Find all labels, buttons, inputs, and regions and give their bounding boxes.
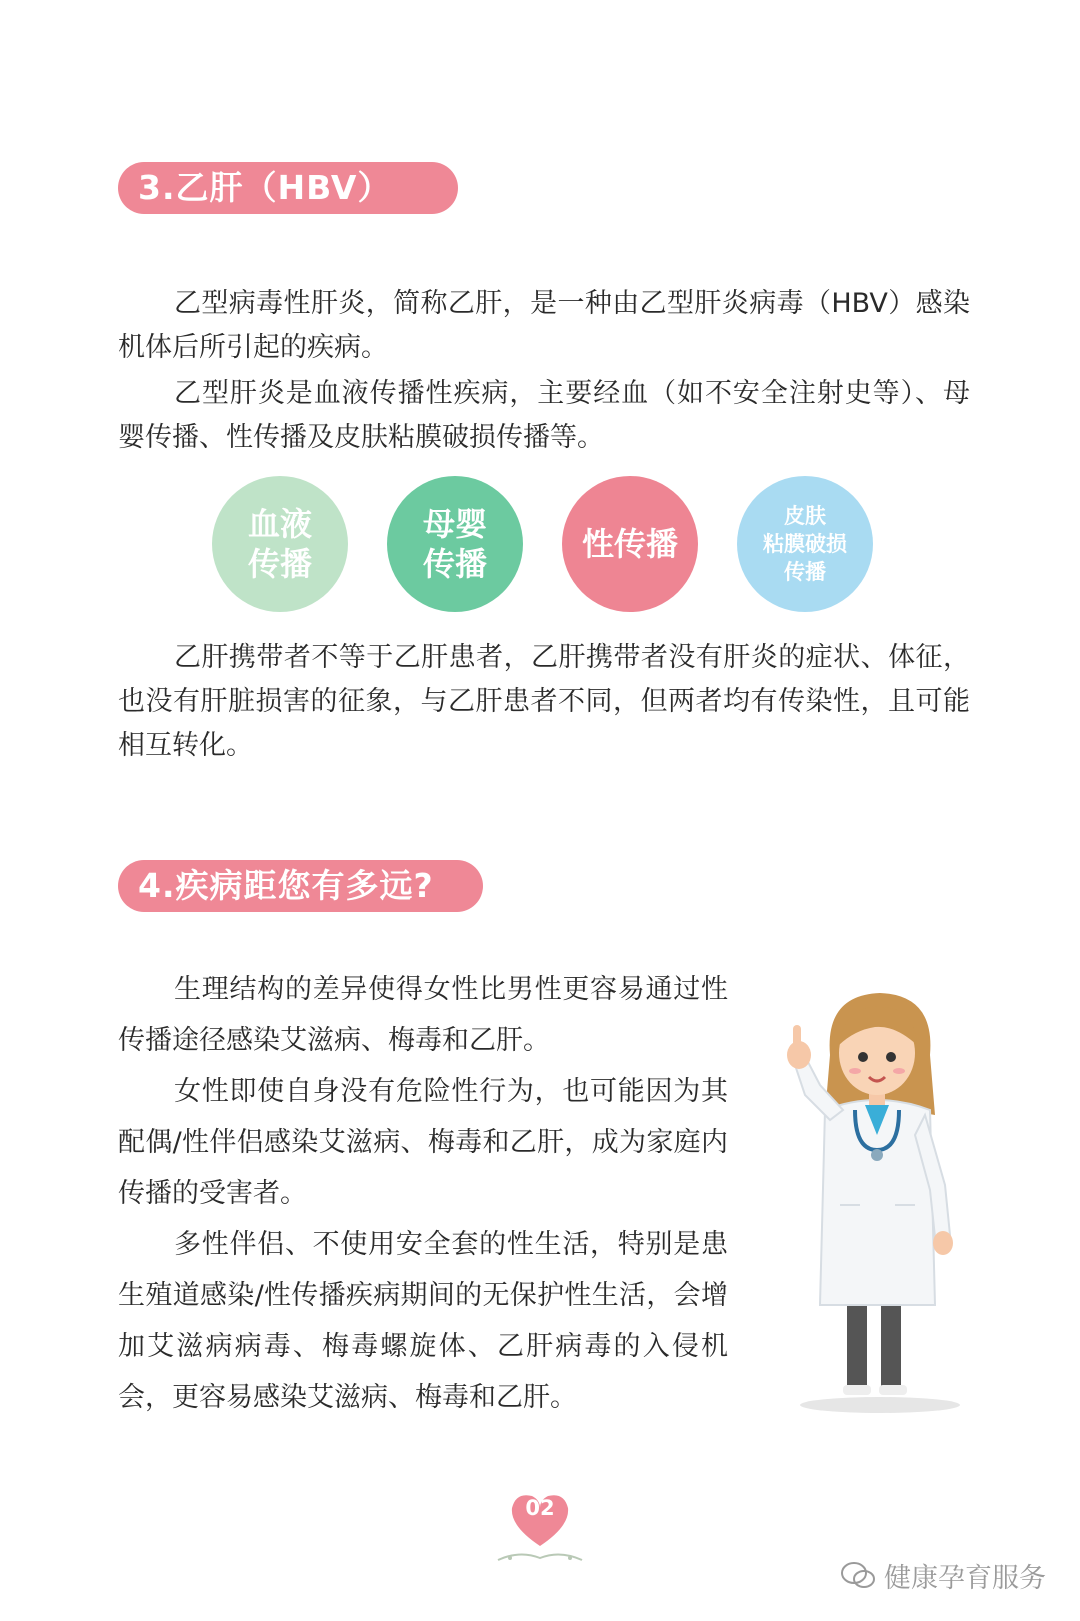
route-circle-skin-mucosa: [737, 476, 873, 612]
route-mother-infant-line1: 母婴: [422, 505, 487, 543]
route-mother-infant-line2: 传播: [422, 545, 487, 583]
doctor-illustration: [785, 985, 960, 1415]
section-3-title: 3.乙肝（HBV）: [118, 162, 458, 214]
section-4-paragraph-1: 生理结构的差异使得女性比男性更容易通过性传播途径感染艾滋病、梅毒和乙肝。: [118, 974, 728, 1056]
section-4-paragraph-2: 女性即使自身没有危险性行为，也可能因为其配偶/性伴侣感染艾滋病、梅毒和乙肝，成为家庭内传播的受害者。: [118, 1076, 728, 1209]
route-blood-line1: 血液: [247, 505, 312, 543]
wechat-icon: [840, 1560, 876, 1590]
route-skin-line2: 粘膜破损: [763, 532, 847, 556]
page-number: 02: [525, 1496, 555, 1520]
route-circle-blood: [212, 476, 348, 612]
watermark-text: 健康孕育服务: [884, 1562, 1046, 1594]
route-circle-sexual: [562, 476, 698, 612]
route-circle-mother-infant: [387, 476, 523, 612]
section-3-paragraph-2: 乙型肝炎是血液传播性疾病，主要经血（如不安全注射史等）、母婴传播、性传播及皮肤粘膜破损传播等。: [118, 378, 970, 453]
route-sexual-line1: 性传播: [581, 525, 678, 563]
section-4-title: 4.疾病距您有多远?: [118, 860, 483, 912]
section-3-paragraph-3: 乙肝携带者不等于乙肝患者，乙肝携带者没有肝炎的症状、体征，也没有肝脏损害的征象，与乙肝患者不同，但两者均有传染性，且可能相互转化。: [118, 642, 970, 761]
route-skin-line3: 传播: [784, 560, 826, 584]
watermark: [840, 1555, 1046, 1595]
route-blood-line2: 传播: [247, 545, 312, 583]
route-skin-line1: 皮肤: [784, 504, 826, 528]
section-3-paragraph-1: 乙型病毒性肝炎，简称乙肝，是一种由乙型肝炎病毒（HBV）感染机体后所引起的疾病。: [118, 288, 970, 363]
section-4-paragraph-3: 多性伴侣、不使用安全套的性生活，特别是患生殖道感染/性传播疾病期间的无保护性生活，会增加艾滋病病毒、梅毒螺旋体、乙肝病毒的入侵机会，更容易感染艾滋病、梅毒和乙肝。: [118, 1229, 728, 1413]
